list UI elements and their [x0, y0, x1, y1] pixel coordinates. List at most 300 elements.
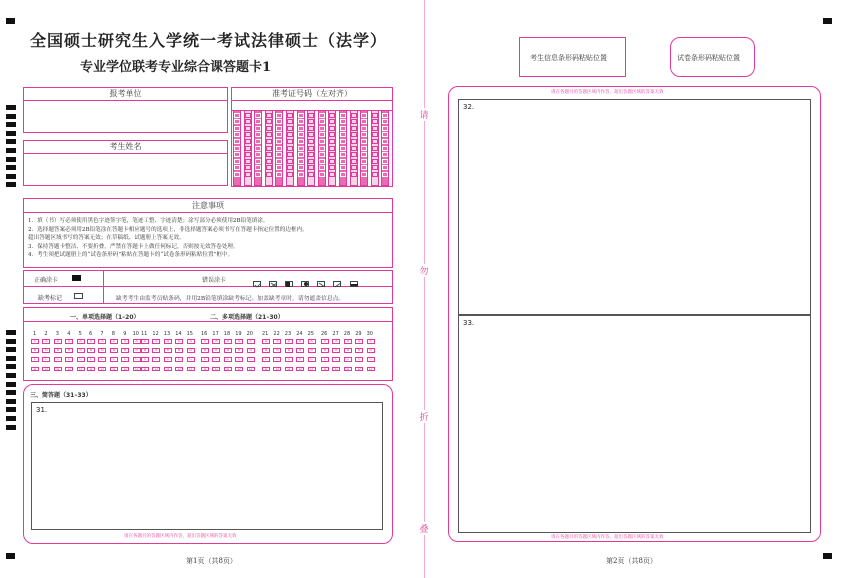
- exam-id-digit-bubble[interactable]: [351, 119, 357, 124]
- choice-bubble-q1-d[interactable]: D: [31, 367, 39, 372]
- exam-id-digit-bubble[interactable]: [245, 113, 251, 118]
- choice-bubble-q29-d[interactable]: D: [355, 367, 363, 372]
- exam-id-digit-bubble[interactable]: [255, 126, 261, 131]
- choice-bubble-q24-b[interactable]: B: [296, 348, 304, 353]
- exam-id-digit-bubble[interactable]: [361, 113, 367, 118]
- choice-bubble-q10-a[interactable]: A: [133, 339, 141, 344]
- choice-bubble-q1-c[interactable]: C: [31, 357, 39, 362]
- choice-bubble-q29-a[interactable]: A: [355, 339, 363, 344]
- exam-id-digit-bubble[interactable]: [372, 172, 378, 177]
- exam-id-digit-bubble[interactable]: [340, 132, 346, 137]
- choice-bubble-q12-a[interactable]: A: [152, 339, 160, 344]
- choice-bubble-q2-c[interactable]: C: [42, 357, 50, 362]
- choice-bubble-q29-b[interactable]: B: [355, 348, 363, 353]
- exam-id-column[interactable]: [244, 110, 252, 186]
- choice-bubble-q21-c[interactable]: C: [262, 357, 270, 362]
- exam-id-digit-bubble[interactable]: [245, 146, 251, 151]
- exam-id-digit-bubble[interactable]: [319, 132, 325, 137]
- exam-id-digit-bubble[interactable]: [245, 132, 251, 137]
- choice-bubble-q17-c[interactable]: C: [212, 357, 220, 362]
- exam-id-digit-bubble[interactable]: [234, 172, 240, 177]
- choice-bubble-q2-d[interactable]: D: [42, 367, 50, 372]
- choice-bubble-q12-d[interactable]: D: [152, 367, 160, 372]
- choice-bubble-q5-a[interactable]: A: [77, 339, 85, 344]
- choice-bubble-q18-c[interactable]: C: [224, 357, 232, 362]
- choice-bubble-q22-b[interactable]: B: [273, 348, 281, 353]
- choice-bubble-q23-c[interactable]: C: [285, 357, 293, 362]
- choice-bubble-q9-c[interactable]: C: [121, 357, 129, 362]
- choice-bubble-q15-b[interactable]: B: [187, 348, 195, 353]
- exam-id-digit-bubble[interactable]: [361, 172, 367, 177]
- exam-id-digit-bubble[interactable]: [308, 126, 314, 131]
- timing-mark: [6, 347, 16, 352]
- choice-bubble-q30-c[interactable]: C: [367, 357, 375, 362]
- exam-id-digit-bubble[interactable]: [372, 146, 378, 151]
- choice-bubble-q24-d[interactable]: D: [296, 367, 304, 372]
- choice-bubble-q28-a[interactable]: A: [344, 339, 352, 344]
- choice-bubble-q13-c[interactable]: C: [164, 357, 172, 362]
- choice-bubble-q1-b[interactable]: B: [31, 348, 39, 353]
- choice-bubble-q27-c[interactable]: C: [332, 357, 340, 362]
- choice-bubble-q28-b[interactable]: B: [344, 348, 352, 353]
- exam-id-column[interactable]: [297, 110, 305, 186]
- choice-bubble-q18-d[interactable]: D: [224, 367, 232, 372]
- exam-id-digit-bubble[interactable]: [382, 119, 388, 124]
- exam-id-digit-bubble[interactable]: [255, 159, 261, 164]
- exam-id-digit-bubble[interactable]: [319, 119, 325, 124]
- exam-id-digit-bubble[interactable]: [287, 159, 293, 164]
- choice-bubble-q20-c[interactable]: C: [247, 357, 255, 362]
- choice-bubble-q11-d[interactable]: D: [141, 367, 149, 372]
- choice-bubble-q8-c[interactable]: C: [110, 357, 118, 362]
- choice-bubble-q9-d[interactable]: D: [121, 367, 129, 372]
- exam-id-digit-bubble[interactable]: [329, 139, 335, 144]
- exam-id-digit-bubble[interactable]: [340, 113, 346, 118]
- choice-bubble-q23-a[interactable]: A: [285, 339, 293, 344]
- exam-id-digit-bubble[interactable]: [266, 139, 272, 144]
- choice-bubble-q30-b[interactable]: B: [367, 348, 375, 353]
- exam-id-digit-bubble[interactable]: [276, 165, 282, 170]
- exam-id-column[interactable]: [371, 110, 379, 186]
- choice-bubble-q5-d[interactable]: D: [77, 367, 85, 372]
- exam-id-column[interactable]: [339, 110, 347, 186]
- exam-id-digit-bubble[interactable]: [361, 152, 367, 157]
- choice-bubble-q8-a[interactable]: A: [110, 339, 118, 344]
- choice-bubble-q10-c[interactable]: C: [133, 357, 141, 362]
- exam-id-column[interactable]: [233, 110, 241, 186]
- choice-bubble-q16-a[interactable]: A: [201, 339, 209, 344]
- exam-id-digit-bubble[interactable]: [329, 172, 335, 177]
- choice-bubble-q4-d[interactable]: D: [65, 367, 73, 372]
- choice-bubble-q12-c[interactable]: C: [152, 357, 160, 362]
- exam-id-digit-bubble[interactable]: [298, 152, 304, 157]
- exam-id-digit-bubble[interactable]: [234, 126, 240, 131]
- exam-id-column[interactable]: [350, 110, 358, 186]
- choice-bubble-q26-c[interactable]: C: [321, 357, 329, 362]
- exam-id-digit-bubble[interactable]: [372, 165, 378, 170]
- exam-id-digit-bubble[interactable]: [382, 152, 388, 157]
- choice-bubble-q20-a[interactable]: A: [247, 339, 255, 344]
- choice-bubble-q2-a[interactable]: A: [42, 339, 50, 344]
- exam-id-digit-bubble[interactable]: [287, 172, 293, 177]
- exam-id-digit-bubble[interactable]: [340, 152, 346, 157]
- exam-id-digit-bubble[interactable]: [287, 119, 293, 124]
- exam-id-digit-bubble[interactable]: [382, 113, 388, 118]
- choice-bubble-q27-a[interactable]: A: [332, 339, 340, 344]
- choice-bubble-q30-d[interactable]: D: [367, 367, 375, 372]
- choice-bubble-q16-b[interactable]: B: [201, 348, 209, 353]
- choice-bubble-q29-c[interactable]: C: [355, 357, 363, 362]
- exam-id-digit-bubble[interactable]: [298, 126, 304, 131]
- exam-id-digit-bubble[interactable]: [255, 132, 261, 137]
- exam-id-digit-bubble[interactable]: [329, 165, 335, 170]
- choice-bubble-q10-d[interactable]: D: [133, 367, 141, 372]
- choice-bubble-q7-d[interactable]: D: [98, 367, 106, 372]
- exam-id-column[interactable]: [360, 110, 368, 186]
- choice-bubble-q9-b[interactable]: B: [121, 348, 129, 353]
- choice-bubble-q3-c[interactable]: C: [54, 357, 62, 362]
- choice-bubble-q4-a[interactable]: A: [65, 339, 73, 344]
- choice-bubble-q12-b[interactable]: B: [152, 348, 160, 353]
- exam-id-column[interactable]: [381, 110, 389, 186]
- exam-id-digit-bubble[interactable]: [266, 172, 272, 177]
- exam-id-digit-bubble[interactable]: [245, 126, 251, 131]
- exam-id-digit-bubble[interactable]: [319, 165, 325, 170]
- choice-bubble-q14-d[interactable]: D: [175, 367, 183, 372]
- choice-bubble-q11-c[interactable]: C: [141, 357, 149, 362]
- choice-bubble-q6-b[interactable]: B: [87, 348, 95, 353]
- exam-id-digit-bubble[interactable]: [329, 126, 335, 131]
- exam-id-digit-bubble[interactable]: [329, 113, 335, 118]
- choice-bubble-q9-a[interactable]: A: [121, 339, 129, 344]
- exam-id-digit-bubble[interactable]: [266, 165, 272, 170]
- paper-barcode-area[interactable]: [670, 37, 755, 77]
- exam-id-digit-bubble[interactable]: [382, 159, 388, 164]
- choice-bubble-q18-b[interactable]: B: [224, 348, 232, 353]
- exam-id-digit-bubble[interactable]: [234, 146, 240, 151]
- choice-bubble-q10-b[interactable]: B: [133, 348, 141, 353]
- exam-id-digit-bubble[interactable]: [234, 165, 240, 170]
- name-box[interactable]: [23, 140, 228, 186]
- exam-id-digit-bubble[interactable]: [287, 113, 293, 118]
- question-number: 16: [201, 331, 208, 337]
- exam-id-digit-bubble[interactable]: [361, 126, 367, 131]
- exam-id-digit-bubble[interactable]: [287, 139, 293, 144]
- choice-bubble-q17-b[interactable]: B: [212, 348, 220, 353]
- choice-bubble-q20-d[interactable]: D: [247, 367, 255, 372]
- choice-bubble-q20-b[interactable]: B: [247, 348, 255, 353]
- exam-id-digit-bubble[interactable]: [340, 146, 346, 151]
- choice-bubble-q15-a[interactable]: A: [187, 339, 195, 344]
- exam-unit-label: 报考单位: [24, 88, 227, 101]
- exam-id-digit-bubble[interactable]: [372, 126, 378, 131]
- choice-bubble-q22-c[interactable]: C: [273, 357, 281, 362]
- exam-id-digit-bubble[interactable]: [276, 113, 282, 118]
- choice-bubble-q26-d[interactable]: D: [321, 367, 329, 372]
- exam-id-digit-bubble[interactable]: [329, 159, 335, 164]
- exam-id-digit-bubble[interactable]: [276, 119, 282, 124]
- exam-id-column[interactable]: [286, 110, 294, 186]
- exam-id-digit-bubble[interactable]: [382, 132, 388, 137]
- exam-id-digit-bubble[interactable]: [255, 119, 261, 124]
- choice-bubble-q6-d[interactable]: D: [87, 367, 95, 372]
- choice-bubble-q24-a[interactable]: A: [296, 339, 304, 344]
- choice-bubble-q21-a[interactable]: A: [262, 339, 270, 344]
- exam-id-digit-bubble[interactable]: [298, 132, 304, 137]
- student-barcode-area[interactable]: [519, 37, 626, 77]
- exam-id-column[interactable]: [307, 110, 315, 186]
- exam-id-digit-bubble[interactable]: [298, 159, 304, 164]
- exam-id-digit-bubble[interactable]: [382, 165, 388, 170]
- exam-id-digit-bubble[interactable]: [298, 172, 304, 177]
- exam-id-digit-bubble[interactable]: [298, 146, 304, 151]
- question-number: 8: [111, 331, 115, 337]
- exam-id-digit-bubble[interactable]: [351, 139, 357, 144]
- exam-id-digit-bubble[interactable]: [361, 132, 367, 137]
- choice-bubble-q19-d[interactable]: D: [235, 367, 243, 372]
- exam-id-digit-bubble[interactable]: [308, 113, 314, 118]
- exam-id-digit-bubble[interactable]: [351, 152, 357, 157]
- exam-id-digit-bubble[interactable]: [340, 119, 346, 124]
- exam-id-digit-bubble[interactable]: [276, 139, 282, 144]
- exam-id-digit-bubble[interactable]: [276, 159, 282, 164]
- exam-id-digit-bubble[interactable]: [287, 152, 293, 157]
- exam-id-digit-bubble[interactable]: [287, 132, 293, 137]
- exam-id-digit-bubble[interactable]: [298, 139, 304, 144]
- exam-id-digit-bubble[interactable]: [372, 152, 378, 157]
- choice-bubble-q8-d[interactable]: D: [110, 367, 118, 372]
- exam-id-digit-bubble[interactable]: [298, 113, 304, 118]
- choice-bubble-q24-c[interactable]: C: [296, 357, 304, 362]
- exam-id-digit-bubble[interactable]: [266, 113, 272, 118]
- choice-bubble-q3-a[interactable]: A: [54, 339, 62, 344]
- exam-id-column[interactable]: [328, 110, 336, 186]
- choice-bubble-q11-b[interactable]: B: [141, 348, 149, 353]
- exam-id-digit-bubble[interactable]: [245, 152, 251, 157]
- exam-id-digit-bubble[interactable]: [329, 132, 335, 137]
- exam-id-digit-bubble[interactable]: [308, 172, 314, 177]
- choice-bubble-q2-b[interactable]: B: [42, 348, 50, 353]
- choice-bubble-q22-a[interactable]: A: [273, 339, 281, 344]
- choice-bubble-q17-a[interactable]: A: [212, 339, 220, 344]
- exam-id-digit-bubble[interactable]: [234, 119, 240, 124]
- choice-bubble-q17-d[interactable]: D: [212, 367, 220, 372]
- exam-id-digit-bubble[interactable]: [372, 113, 378, 118]
- exam-id-digit-bubble[interactable]: [382, 146, 388, 151]
- exam-id-digit-bubble[interactable]: [266, 126, 272, 131]
- exam-id-digit-bubble[interactable]: [245, 159, 251, 164]
- choice-bubble-q27-d[interactable]: D: [332, 367, 340, 372]
- exam-id-digit-bubble[interactable]: [329, 152, 335, 157]
- choice-bubble-q14-c[interactable]: C: [175, 357, 183, 362]
- choice-bubble-q4-b[interactable]: B: [65, 348, 73, 353]
- choice-bubble-q18-a[interactable]: A: [224, 339, 232, 344]
- exam-id-digit-bubble[interactable]: [298, 165, 304, 170]
- underline-icon: [350, 281, 358, 287]
- choice-bubble-q19-a[interactable]: A: [235, 339, 243, 344]
- exam-id-digit-bubble[interactable]: [351, 165, 357, 170]
- exam-id-digit-bubble[interactable]: [266, 132, 272, 137]
- exam-id-column[interactable]: [275, 110, 283, 186]
- exam-id-digit-bubble[interactable]: [245, 165, 251, 170]
- choice-bubble-q5-c[interactable]: C: [77, 357, 85, 362]
- choice-bubble-q7-b[interactable]: B: [98, 348, 106, 353]
- exam-id-digit-bubble[interactable]: [329, 119, 335, 124]
- exam-id-digit-bubble[interactable]: [361, 139, 367, 144]
- choice-bubble-q3-d[interactable]: D: [54, 367, 62, 372]
- exam-id-digit-bubble[interactable]: [319, 139, 325, 144]
- choice-bubble-q19-b[interactable]: B: [235, 348, 243, 353]
- exam-id-digit-bubble[interactable]: [329, 146, 335, 151]
- exam-id-column[interactable]: [318, 110, 326, 186]
- exam-id-digit-bubble[interactable]: [351, 146, 357, 151]
- exam-id-digit-bubble[interactable]: [266, 152, 272, 157]
- choice-bubble-q25-a[interactable]: A: [308, 339, 316, 344]
- exam-id-digit-bubble[interactable]: [308, 165, 314, 170]
- answer-box-31[interactable]: [31, 402, 383, 530]
- exam-id-column[interactable]: [265, 110, 273, 186]
- exam-id-digit-bubble[interactable]: [351, 132, 357, 137]
- exam-id-digit-bubble[interactable]: [340, 165, 346, 170]
- choice-bubble-q19-c[interactable]: C: [235, 357, 243, 362]
- choice-bubble-q28-d[interactable]: D: [344, 367, 352, 372]
- choice-bubble-q13-b[interactable]: B: [164, 348, 172, 353]
- exam-id-digit-bubble[interactable]: [340, 126, 346, 131]
- choice-bubble-q27-b[interactable]: B: [332, 348, 340, 353]
- exam-id-digit-bubble[interactable]: [351, 113, 357, 118]
- exam-id-digit-bubble[interactable]: [372, 132, 378, 137]
- exam-id-digit-bubble[interactable]: [276, 152, 282, 157]
- exam-id-digit-bubble[interactable]: [298, 119, 304, 124]
- exam-id-digit-bubble[interactable]: [287, 146, 293, 151]
- exam-id-digit-bubble[interactable]: [255, 113, 261, 118]
- exam-id-digit-bubble[interactable]: [245, 119, 251, 124]
- choice-bubble-q14-b[interactable]: B: [175, 348, 183, 353]
- exam-id-digit-bubble[interactable]: [308, 146, 314, 151]
- exam-id-digit-bubble[interactable]: [372, 139, 378, 144]
- exam-id-digit-bubble[interactable]: [266, 119, 272, 124]
- exam-id-digit-bubble[interactable]: [276, 132, 282, 137]
- choice-bubble-q6-c[interactable]: C: [87, 357, 95, 362]
- exam-id-digit-bubble[interactable]: [351, 126, 357, 131]
- choice-bubble-q25-b[interactable]: B: [308, 348, 316, 353]
- choice-bubble-q22-d[interactable]: D: [273, 367, 281, 372]
- exam-id-digit-bubble[interactable]: [340, 172, 346, 177]
- exam-id-digit-bubble[interactable]: [266, 159, 272, 164]
- exam-id-digit-bubble[interactable]: [245, 139, 251, 144]
- exam-id-digit-bubble[interactable]: [255, 165, 261, 170]
- choice-bubble-q23-d[interactable]: D: [285, 367, 293, 372]
- exam-id-digit-bubble[interactable]: [372, 119, 378, 124]
- choice-bubble-q25-c[interactable]: C: [308, 357, 316, 362]
- exam-id-digit-bubble[interactable]: [308, 139, 314, 144]
- exam-id-digit-bubble[interactable]: [234, 139, 240, 144]
- exam-id-digit-bubble[interactable]: [287, 165, 293, 170]
- answer-box-32[interactable]: [458, 99, 811, 315]
- choice-bubble-q21-d[interactable]: D: [262, 367, 270, 372]
- exam-unit-box[interactable]: [23, 87, 228, 133]
- exam-id-digit-bubble[interactable]: [361, 159, 367, 164]
- choice-bubble-q7-c[interactable]: C: [98, 357, 106, 362]
- choice-bubble-q11-a[interactable]: A: [141, 339, 149, 344]
- exam-id-digit-bubble[interactable]: [276, 146, 282, 151]
- exam-id-digit-bubble[interactable]: [351, 159, 357, 164]
- exam-id-digit-bubble[interactable]: [319, 146, 325, 151]
- absent-checkbox[interactable]: [74, 293, 83, 299]
- exam-id-digit-bubble[interactable]: [266, 146, 272, 151]
- choice-bubble-q4-c[interactable]: C: [65, 357, 73, 362]
- exam-id-digit-bubble[interactable]: [308, 159, 314, 164]
- exam-id-digit-bubble[interactable]: [382, 126, 388, 131]
- choice-bubble-q28-c[interactable]: C: [344, 357, 352, 362]
- exam-id-digit-bubble[interactable]: [276, 126, 282, 131]
- choice-bubble-q3-b[interactable]: B: [54, 348, 62, 353]
- exam-id-digit-bubble[interactable]: [255, 152, 261, 157]
- choice-bubble-q30-a[interactable]: A: [367, 339, 375, 344]
- answer-box-33[interactable]: [458, 315, 811, 533]
- exam-id-digit-bubble[interactable]: [287, 126, 293, 131]
- choice-bubble-q15-d[interactable]: D: [187, 367, 195, 372]
- exam-id-digit-bubble[interactable]: [361, 119, 367, 124]
- exam-id-digit-bubble[interactable]: [382, 172, 388, 177]
- timing-mark: [6, 174, 16, 179]
- choice-bubble-q16-d[interactable]: D: [201, 367, 209, 372]
- choice-bubble-q26-a[interactable]: A: [321, 339, 329, 344]
- exam-id-digit-bubble[interactable]: [276, 172, 282, 177]
- exam-id-digit-bubble[interactable]: [351, 172, 357, 177]
- exam-id-digit-bubble[interactable]: [361, 165, 367, 170]
- exam-id-digit-bubble[interactable]: [308, 152, 314, 157]
- exam-id-digit-bubble[interactable]: [319, 152, 325, 157]
- exam-id-digit-bubble[interactable]: [319, 126, 325, 131]
- choice-bubble-q21-b[interactable]: B: [262, 348, 270, 353]
- backslash-icon: [333, 281, 341, 287]
- choice-bubble-q15-c[interactable]: C: [187, 357, 195, 362]
- exam-id-digit-bubble[interactable]: [234, 132, 240, 137]
- choice-bubble-q14-a[interactable]: A: [175, 339, 183, 344]
- exam-id-digit-bubble[interactable]: [255, 139, 261, 144]
- choice-bubble-q1-a[interactable]: A: [31, 339, 39, 344]
- choice-bubble-q13-a[interactable]: A: [164, 339, 172, 344]
- choice-bubble-q16-c[interactable]: C: [201, 357, 209, 362]
- exam-id-digit-bubble[interactable]: [382, 139, 388, 144]
- exam-id-digit-bubble[interactable]: [308, 132, 314, 137]
- choice-bubble-q25-d[interactable]: D: [308, 367, 316, 372]
- exam-id-digit-bubble[interactable]: [319, 172, 325, 177]
- exam-id-digit-bubble[interactable]: [361, 146, 367, 151]
- choice-bubble-q7-a[interactable]: A: [98, 339, 106, 344]
- exam-id-digit-bubble[interactable]: [372, 159, 378, 164]
- choice-bubble-q6-a[interactable]: A: [87, 339, 95, 344]
- exam-id-digit-bubble[interactable]: [255, 146, 261, 151]
- choice-bubble-q5-b[interactable]: B: [77, 348, 85, 353]
- exam-id-digit-bubble[interactable]: [319, 159, 325, 164]
- exam-id-digit-bubble[interactable]: [319, 113, 325, 118]
- exam-id-column[interactable]: [254, 110, 262, 186]
- choice-bubble-q8-b[interactable]: B: [110, 348, 118, 353]
- exam-id-digit-bubble[interactable]: [234, 159, 240, 164]
- exam-id-digit-bubble[interactable]: [234, 152, 240, 157]
- exam-id-digit-bubble[interactable]: [308, 119, 314, 124]
- exam-id-digit-bubble[interactable]: [340, 139, 346, 144]
- exam-id-digit-bubble[interactable]: [255, 172, 261, 177]
- exam-id-digit-bubble[interactable]: [245, 172, 251, 177]
- exam-id-digit-bubble[interactable]: [234, 113, 240, 118]
- choice-bubble-q13-d[interactable]: D: [164, 367, 172, 372]
- exam-id-digit-bubble[interactable]: [340, 159, 346, 164]
- choice-bubble-q26-b[interactable]: B: [321, 348, 329, 353]
- choice-bubble-q23-b[interactable]: B: [285, 348, 293, 353]
